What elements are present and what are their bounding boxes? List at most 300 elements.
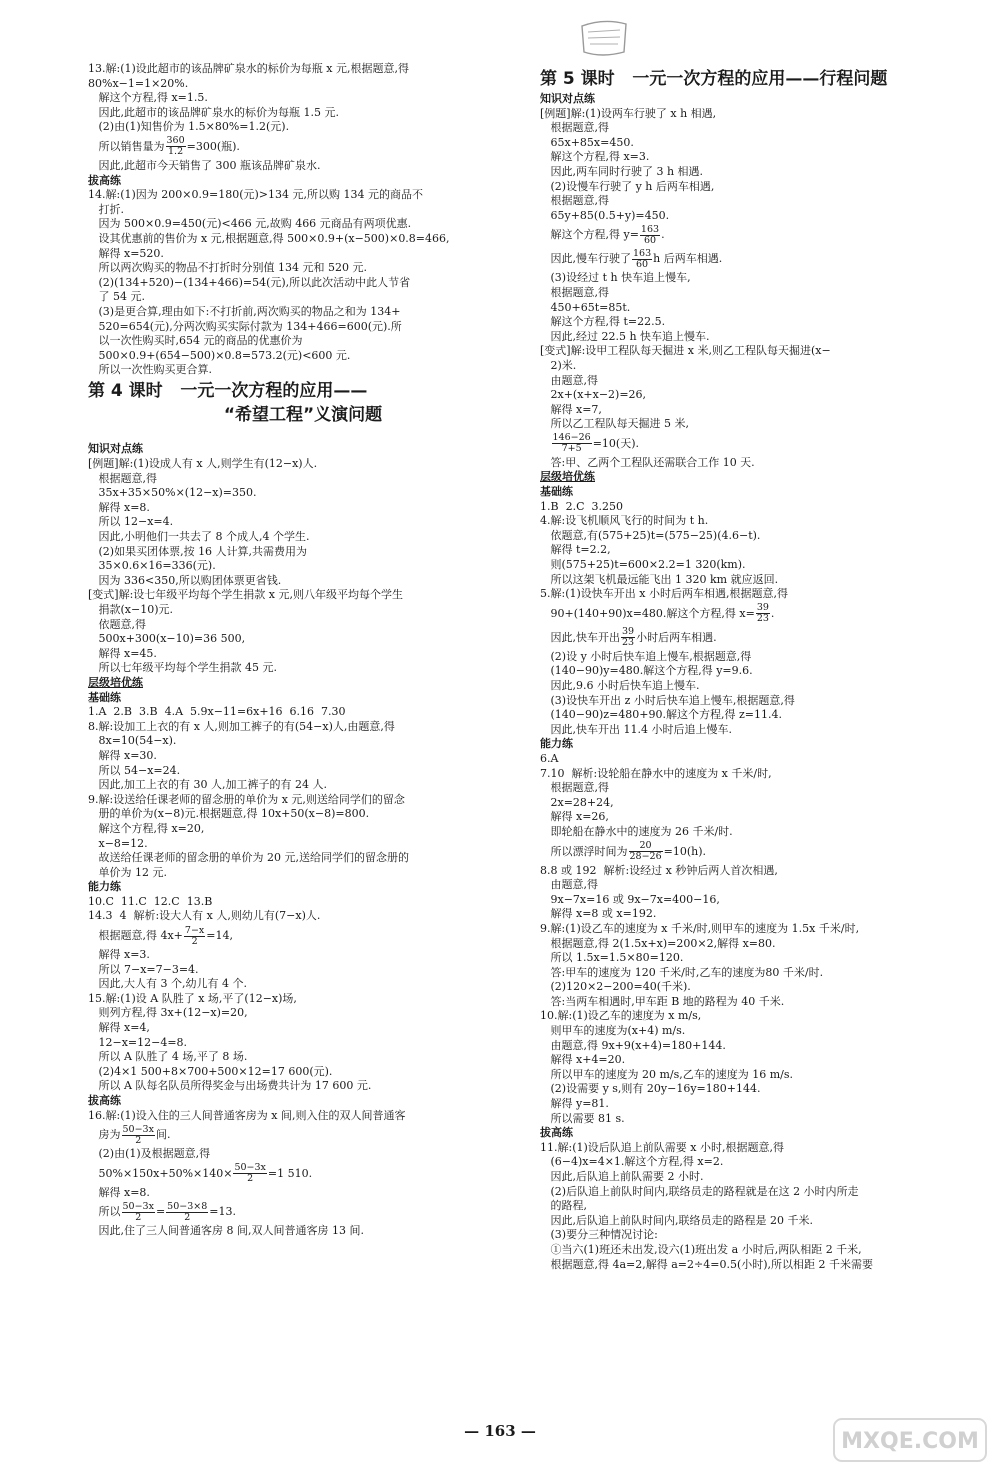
text-line: [540, 1112, 980, 1127]
text-segment: 的路程,: [540, 1199, 587, 1213]
text-segment: 12−x=12−4=8.: [88, 1035, 188, 1049]
text-segment: 捐款(x−10)元.: [88, 603, 173, 616]
fraction-numerator: 50−3x: [234, 1162, 266, 1174]
text-segment: 拔高练: [88, 1094, 121, 1107]
text-segment: 根据题意,得 4x+: [88, 929, 183, 943]
text-segment: 拔高练: [88, 173, 121, 187]
text-line: [88, 992, 518, 1007]
text-line: [540, 1039, 980, 1054]
text-segment: 即轮船在静水中的速度为 26 千米/时.: [540, 824, 733, 838]
text-line: [540, 543, 980, 558]
text-segment: 由题意,得: [540, 373, 598, 387]
text-line: [88, 705, 518, 720]
text-segment: 所以: [88, 1205, 121, 1219]
text-segment: 基础练: [88, 690, 121, 704]
text-segment: 故送给任课老师的留念册的单价为 20 元,送给同学们的留念册的: [88, 851, 409, 865]
text-line: [540, 937, 980, 952]
fraction: [184, 926, 205, 947]
fraction-denominator: 60: [636, 258, 649, 270]
fraction-numerator: 20: [629, 841, 663, 852]
text-segment: 6.A: [540, 751, 559, 765]
text-segment: 11.解:(1)设后队追上前队需要 x 小时,根据题意,得: [540, 1140, 784, 1154]
text-segment: 解得 y=81.: [540, 1097, 609, 1111]
text-segment: 册的单价为(x−8)元.根据题意,得 10x+50(x−8)=800.: [88, 807, 370, 821]
text-segment: 单价为 12 元.: [88, 865, 167, 879]
text-segment: 因此,小明他们一共去了 8 个成人,4 个学生.: [88, 530, 310, 544]
text-segment: 所以两次购买的物品不打折时分别值 134 元和 520 元.: [88, 261, 367, 275]
text-segment: 解这个方程,得 x=1.5.: [88, 91, 208, 105]
fraction: [756, 603, 770, 624]
text-segment: 所以 A 队胜了 4 场,平了 8 场.: [88, 1050, 248, 1064]
text-line: [540, 951, 980, 966]
text-line: [88, 778, 518, 793]
text-line: [540, 209, 980, 224]
fraction: [166, 136, 186, 157]
text-line: [88, 1050, 518, 1065]
text-segment: 所以 54−x=24.: [88, 763, 181, 777]
text-segment: 打折.: [88, 202, 124, 216]
text-line: [540, 1155, 980, 1170]
text-segment: .: [661, 228, 665, 242]
fraction-denominator: 7+5: [561, 443, 582, 455]
text-segment: 所以乙工程队每天掘进 5 米,: [540, 417, 689, 431]
text-line: [540, 194, 980, 209]
text-segment: 8.解:设加工上衣的有 x 人,则加工裤子的有(54−x)人,由题意,得: [88, 719, 395, 733]
text-segment: =10(h).: [663, 844, 707, 858]
text-line: [88, 1006, 518, 1021]
text-segment: 答:甲车的速度为 120 千米/时,乙车的速度为80 千米/时.: [540, 965, 824, 979]
text-line: [88, 1021, 518, 1036]
text-line: [540, 573, 980, 588]
text-segment: 8x=10(54−x).: [88, 734, 177, 748]
text-segment: 因此,后队追上前队时间内,联络员走的路程是 20 千米.: [540, 1213, 813, 1227]
text-segment: 80%x−1=1×20%.: [88, 76, 189, 90]
text-line: [540, 165, 980, 180]
text-segment: (2)设需要 y s,则有 20y−16y=180+144.: [540, 1082, 761, 1096]
text-line: [540, 995, 980, 1010]
text-segment: (3)是更合算,理由如下:不打折前,两次购买的物品之和为 134+: [88, 304, 401, 318]
text-segment: 7.10 解析:设轮船在静水中的速度为 x 千米/时,: [540, 766, 772, 780]
text-segment: 因此,快车开出 11.4 小时后追上慢车.: [540, 722, 732, 736]
text-line: [88, 320, 518, 335]
text-segment: 解得 x=7,: [540, 402, 602, 416]
text-segment: 解得 x=30.: [88, 748, 157, 762]
text-segment: 35×0.6×16=336(元).: [88, 559, 216, 573]
text-segment: =13.: [209, 1205, 236, 1219]
text-segment: .: [770, 606, 775, 620]
text-segment: [变式]解:设甲工程队每天掘进 x 米,则乙工程队每天掘进(x−: [540, 344, 831, 358]
text-line: [88, 1109, 518, 1124]
text-line: [88, 290, 518, 305]
text-segment: 解得 x=4,: [88, 1021, 150, 1035]
text-segment: (2)后队追上前队时间内,联络员走的路程就是在这 2 小时内所走: [540, 1184, 859, 1198]
text-segment: 根据题意,得 2(1.5x+x)=200×2,解得 x=80.: [540, 936, 776, 950]
text-segment: 根据题意,得 4a=2,解得 a=2÷4=0.5(小时),所以相距 2 千米需要: [540, 1257, 874, 1271]
fraction-numerator: 146−26: [552, 432, 591, 444]
text-line: [540, 1228, 980, 1243]
page-number: — 163 —: [464, 1422, 536, 1440]
text-line: [88, 247, 518, 262]
text-segment: (3)设经过 t h 快车追上慢车,: [540, 271, 691, 285]
text-line: [540, 150, 980, 165]
text-line: [540, 432, 980, 456]
text-line: [540, 388, 980, 403]
text-segment: 能力练: [540, 737, 573, 751]
text-segment: (2)由(1)及根据题意,得: [88, 1147, 211, 1161]
text-line: [88, 574, 518, 589]
text-line: [88, 963, 518, 978]
text-line: [540, 558, 980, 573]
text-line: [540, 767, 980, 782]
text-line: [540, 286, 980, 301]
svg-text:MXQE.COM: MXQE.COM: [841, 1429, 979, 1454]
text-line: [88, 618, 518, 633]
text-line: [540, 864, 980, 879]
text-line: [540, 1258, 980, 1273]
text-line: [540, 966, 980, 981]
text-segment: (2)120×2−200=40(千米).: [540, 980, 691, 994]
text-line: [88, 734, 518, 749]
section-heading: [88, 1094, 518, 1109]
text-line: [88, 428, 518, 443]
text-segment: 解得 x=8 或 x=192.: [540, 907, 657, 921]
fraction: [621, 627, 635, 648]
text-segment: 解得 x=26,: [540, 810, 609, 824]
text-segment: 因此,快车开出: [540, 630, 620, 644]
text-segment: 基础练: [540, 485, 573, 499]
text-segment: 9x−7x=16 或 9x−7x=400−16,: [540, 892, 720, 906]
text-line: [88, 1162, 518, 1186]
text-segment: 以一次性购买时,654 元的商品的优惠价为: [88, 334, 303, 348]
text-line: [540, 403, 980, 418]
text-line: [88, 305, 518, 320]
section-heading: [88, 442, 518, 457]
text-line: [540, 907, 980, 922]
text-segment: 能力练: [88, 880, 121, 894]
text-line: [540, 247, 980, 271]
text-segment: 所以销售量为: [88, 139, 165, 153]
text-segment: [例题]解:(1)设两车行驶了 x h 相遇,: [540, 106, 717, 120]
text-segment: 13.解:(1)设此超市的该品牌矿泉水的标价为每瓶 x 元,根据题意,得: [88, 62, 409, 75]
text-line: [88, 501, 518, 516]
text-segment: ①当六(1)班还未出发,设六(1)班出发 a 小时后,两队相距 2 千米,: [540, 1242, 862, 1256]
fraction-denominator: 2: [135, 1211, 142, 1223]
text-segment: =300(瓶).: [186, 139, 240, 153]
text-segment: 由题意,得 9x+9(x+4)=180+144.: [540, 1038, 726, 1052]
text-line: [88, 837, 518, 852]
text-line: [88, 793, 518, 808]
text-segment: 解这个方程,得 y=: [540, 228, 639, 242]
text-line: [88, 924, 518, 948]
text-segment: 因为 500×0.9=450(元)<466 元,故购 466 元商品有两项优惠.: [88, 217, 412, 231]
text-line: [540, 650, 980, 665]
text-line: [540, 500, 980, 515]
text-segment: 16.解:(1)设入住的三人间普通客房为 x 间,则入住的双人间普通客: [88, 1108, 406, 1122]
fraction: [629, 841, 663, 862]
text-line: [88, 349, 518, 364]
text-segment: =: [155, 1205, 166, 1219]
fraction-denominator: 60: [643, 234, 657, 246]
text-line: [540, 107, 980, 122]
fraction: [166, 1202, 208, 1223]
section-title: 第 5 课时 一元一次方程的应用——行程问题: [540, 69, 888, 89]
text-segment: (2)设 y 小时后快车追上慢车,根据题意,得: [540, 649, 752, 663]
section-heading: [88, 880, 518, 895]
text-line: [88, 545, 518, 560]
text-line: [88, 334, 518, 349]
text-segment: 因此,住了三人间普通客房 8 间,双人间普通客房 13 间.: [88, 1224, 364, 1238]
text-segment: 拔高练: [540, 1126, 573, 1140]
text-line: [540, 752, 980, 767]
text-segment: 解得 t=2.2,: [540, 543, 611, 557]
section-heading: [88, 691, 518, 706]
text-line: [540, 781, 980, 796]
text-line: [88, 588, 518, 603]
text-segment: 根据题意,得: [540, 781, 609, 795]
fraction-numerator: 360: [166, 135, 185, 147]
text-segment: (6−4)x=4×1.解这个方程,得 x=2.: [540, 1155, 724, 1169]
section-title: 第 4 课时 一元一次方程的应用——: [88, 380, 368, 401]
fraction: [632, 249, 652, 270]
section-heading: [88, 174, 518, 189]
text-line: [88, 106, 518, 121]
section-heading: [540, 92, 980, 107]
text-segment: =1 510.: [267, 1166, 313, 1180]
text-line: [88, 661, 518, 676]
text-line: [88, 764, 518, 779]
text-segment: 因此,经过 22.5 h 快车追上慢车.: [540, 329, 710, 343]
text-line: [88, 515, 518, 530]
fraction-numerator: 163: [640, 223, 660, 235]
section-heading: [540, 1126, 980, 1141]
text-segment: 则甲车的速度为(x+4) m/s.: [540, 1024, 686, 1038]
text-line: [88, 1123, 518, 1147]
text-segment: 9.解:设送给任课老师的留念册的单价为 x 元,则送给同学们的留念: [88, 792, 405, 806]
text-segment: (2)由(1)知售价为 1.5×80%=1.2(元).: [88, 120, 290, 134]
text-segment: 层级培优练: [88, 675, 143, 689]
text-line: [88, 603, 518, 618]
watermark-logo-icon: [830, 1415, 990, 1465]
text-line: [88, 363, 518, 378]
text-line: [540, 664, 980, 679]
text-line: [88, 1065, 518, 1080]
text-segment: 所以七年级平均每个学生捐款 45 元.: [88, 661, 277, 675]
text-line: [540, 121, 980, 136]
text-line: [88, 232, 518, 247]
text-segment: =10(天).: [592, 436, 639, 450]
text-segment: 解得 x+4=20.: [540, 1053, 626, 1067]
text-line: [88, 120, 518, 135]
text-line: [540, 417, 980, 432]
text-segment: 8.8 或 192 解析:设经过 x 秒钟后两人首次相遇,: [540, 863, 778, 877]
text-line: [540, 514, 980, 529]
text-line: [88, 647, 518, 662]
text-line: [540, 529, 980, 544]
section-heading: [540, 737, 980, 752]
text-line: [540, 708, 980, 723]
text-segment: 500×0.9+(654−500)×0.8=573.2(元)<600 元.: [88, 348, 351, 362]
fraction-denominator: 2: [184, 1211, 191, 1223]
section-title: “希望工程”义演问题: [223, 404, 383, 425]
text-segment: 4.解:设飞机顺风飞行的时间为 t h.: [540, 514, 709, 528]
text-segment: 500x+300(x−10)=36 500,: [88, 632, 246, 646]
text-line: [540, 1170, 980, 1185]
text-segment: 房为: [88, 1128, 121, 1142]
text-line: [540, 602, 980, 626]
text-line: [88, 188, 518, 203]
fraction-denominator: 2: [247, 1173, 254, 1185]
text-line: [540, 1185, 980, 1200]
text-segment: 解得 x=8.: [88, 1185, 150, 1199]
text-line: [540, 1097, 980, 1112]
text-segment: 由题意,得: [540, 878, 598, 892]
text-segment: 15.解:(1)设 A 队胜了 x 场,平了(12−x)场,: [88, 991, 297, 1005]
text-line: [540, 922, 980, 937]
text-segment: 因此,大人有 3 个,幼儿有 4 个.: [88, 977, 247, 991]
text-segment: 则(575+25)t=600×2.2=1 320(km).: [540, 558, 746, 572]
text-line: [88, 486, 518, 501]
text-segment: 层级培优练: [540, 470, 595, 484]
right-column: [540, 66, 980, 1272]
text-segment: 90+(140+90)x=480.解这个方程,得 x=: [540, 606, 755, 620]
text-segment: (140−90)z=480+90.解这个方程,得 z=11.4.: [540, 708, 782, 722]
text-segment: x−8=12.: [88, 836, 148, 850]
text-segment: 所以这架飞机最远能飞出 1 320 km 就应返回.: [540, 572, 779, 586]
text-segment: 520=654(元),分两次购买实际付款为 134+466=600(元).所: [88, 319, 402, 333]
text-segment: 根据题意,得: [540, 121, 609, 135]
text-line: [540, 330, 980, 345]
fraction-numerator: 163: [633, 247, 652, 259]
fraction-numerator: 50−3×8: [167, 1200, 208, 1212]
text-segment: 知识对点练: [540, 92, 595, 105]
text-line: [540, 374, 980, 389]
text-segment: 解这个方程,得 x=20,: [88, 821, 205, 835]
text-segment: (2)(134+520)−(134+466)=54(元),所以此次活动中此人节省: [88, 275, 411, 289]
text-segment: 解这个方程,得 x=3.: [540, 150, 650, 164]
text-line: [88, 472, 518, 487]
text-line: [540, 810, 980, 825]
text-segment: 因此,两车同时行驶了 3 h 相遇.: [540, 164, 704, 178]
text-line: [540, 359, 980, 374]
text-segment: 因此,此超市的该品牌矿泉水的标价为每瓶 1.5 元.: [88, 105, 339, 119]
fraction-denominator: 2: [191, 935, 198, 947]
text-segment: (140−90)y=480.解这个方程,得 y=9.6.: [540, 664, 753, 678]
section-heading: [88, 676, 518, 691]
text-segment: 依题意,有(575+25)t=(575−25)(4.6−t).: [540, 528, 761, 542]
text-segment: 解得 x=520.: [88, 246, 164, 260]
text-segment: (2)设慢车行驶了 y h 后两车相遇,: [540, 179, 715, 193]
text-segment: 设其优惠前的售价为 x 元,根据题意,得 500×0.9+(x−500)×0.8=466,: [88, 231, 450, 245]
text-segment: (2)4×1 500+8×700+500×12=17 600(元).: [88, 1064, 333, 1078]
text-line: [540, 980, 980, 995]
fraction: [122, 1202, 155, 1223]
text-segment: 所以一次性购买更合算.: [88, 363, 212, 377]
text-line: [540, 1024, 980, 1039]
text-line: [88, 1147, 518, 1162]
text-segment: [变式]解:设七年级平均每个学生捐款 x 元,则八年级平均每个学生: [88, 588, 403, 602]
fraction-numerator: 50−3x: [122, 1123, 154, 1135]
text-line: [540, 301, 980, 316]
text-segment: [例题]解:(1)设成人有 x 人,则学生有(12−x)人.: [88, 457, 318, 471]
fraction-denominator: 28−26: [629, 851, 662, 863]
text-segment: 所以漂浮时间为: [540, 844, 628, 858]
text-segment: 因此,后队追上前队需要 2 小时.: [540, 1170, 704, 1183]
section-heading: [540, 485, 980, 500]
text-segment: h 后两车相遇.: [653, 252, 723, 266]
text-segment: 65x+85x=450.: [540, 135, 634, 149]
text-segment: 14.解:(1)因为 200×0.9=180(元)>134 元,所以购 134 元的商品不: [88, 188, 423, 202]
fraction: [640, 225, 660, 246]
text-line: [540, 136, 980, 151]
text-line: [88, 1036, 518, 1051]
text-line: [540, 796, 980, 811]
text-line: [540, 456, 980, 471]
text-segment: 35x+35×50%×(12−x)=350.: [88, 486, 257, 500]
text-line: [88, 530, 518, 545]
text-line: [540, 723, 980, 738]
text-segment: 根据题意,得: [540, 285, 609, 299]
text-segment: 依题意,得: [88, 617, 146, 631]
text-segment: 因此,9.6 小时后快车追上慢车.: [540, 679, 700, 692]
text-line: [540, 893, 980, 908]
text-line: [540, 1053, 980, 1068]
text-segment: 则列方程,得 3x+(12−x)=20,: [88, 1006, 248, 1020]
text-segment: (3)要分三种情况讨论:: [540, 1228, 658, 1242]
text-segment: (2)如果买团体票,按 16 人计算,共需费用为: [88, 544, 308, 558]
text-line: [88, 135, 518, 159]
text-segment: 解得 x=45.: [88, 646, 157, 660]
text-line: [88, 851, 518, 866]
text-segment: 50%×150x+50%×140×: [88, 1166, 233, 1180]
text-line: [540, 1199, 980, 1214]
text-line: [88, 1186, 518, 1201]
text-segment: 10.解:(1)设乙车的速度为 x m/s,: [540, 1009, 702, 1023]
text-line: [88, 977, 518, 992]
text-line: [88, 632, 518, 647]
text-line: [540, 878, 980, 893]
text-line: [540, 840, 980, 864]
text-line: [540, 1082, 980, 1097]
text-segment: 2)米.: [540, 358, 577, 372]
left-column: [88, 62, 518, 1239]
text-line: [540, 315, 980, 330]
text-segment: 2x+(x+x−2)=26,: [540, 388, 647, 402]
text-segment: 450+65t=85t.: [540, 300, 631, 314]
text-line: [540, 223, 980, 247]
stamp-seal-icon: [578, 18, 630, 58]
fraction-denominator: 23: [622, 637, 635, 649]
text-line: [88, 822, 518, 837]
text-line: [88, 895, 518, 910]
text-segment: 1.A 2.B 3.B 4.A 5.9x−11=6x+16 6.16 7.30: [88, 705, 346, 719]
text-segment: 所以 A 队每名队员所得奖金与出场费共计为 17 600 元.: [88, 1079, 372, 1093]
text-segment: 因此,加工上衣的有 30 人,加工裤子的有 24 人.: [88, 778, 327, 792]
section-heading: [540, 470, 980, 485]
text-segment: 14.3 4 解析:设大人有 x 人,则幼儿有(7−x)人.: [88, 909, 321, 923]
text-line: [540, 344, 980, 359]
fraction-numerator: 50−3x: [122, 1200, 154, 1212]
text-line: [540, 626, 980, 650]
text-line: [88, 1200, 518, 1224]
text-segment: 因此,慢车行驶了: [540, 252, 631, 266]
text-line: [88, 62, 518, 77]
text-line: [88, 1079, 518, 1094]
text-segment: 所以甲车的速度为 20 m/s,乙车的速度为 16 m/s.: [540, 1067, 794, 1081]
text-line: [88, 203, 518, 218]
text-segment: 65y+85(0.5+y)=450.: [540, 208, 670, 222]
text-segment: 5.解:(1)设快车开出 x 小时后两车相遇,根据题意,得: [540, 587, 788, 601]
text-line: [540, 679, 980, 694]
